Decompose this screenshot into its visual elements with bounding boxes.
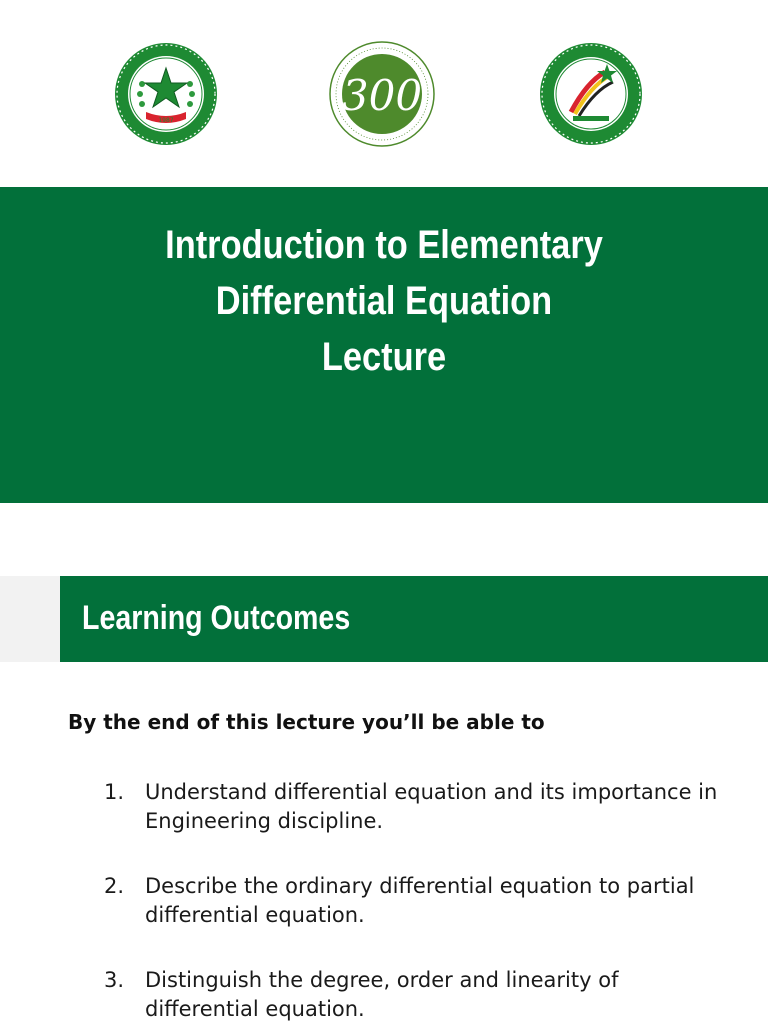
section-side-strip (0, 576, 60, 662)
outcome-text: Understand differential equation and its importance in Engineering discipline. (145, 780, 718, 833)
300-anniversary-seal-icon (326, 40, 438, 148)
seal-year-text: 1987 (158, 117, 174, 124)
section-title: Learning Outcomes (82, 599, 351, 637)
outcome-text: Describe the ordinary differential equation to partial differential equation. (145, 874, 695, 927)
university-seal-icon (112, 42, 220, 146)
outcome-text: Distinguish the degree, order and linearity of differential equation. (145, 968, 619, 1021)
section-header (60, 576, 768, 662)
college-seal-icon (539, 42, 643, 146)
lecture-title (54, 217, 714, 385)
list-item (104, 778, 724, 836)
outcomes-intro: By the end of this lecture you’ll be able to (68, 710, 545, 734)
outcome-number: 1. (104, 780, 125, 804)
title-line: Differential Equation (215, 279, 553, 323)
outcome-number: 2. (104, 874, 125, 898)
title-line: Introduction to Elementary (165, 223, 603, 267)
list-item (104, 872, 724, 930)
logo-row (0, 40, 768, 150)
anniversary-number-text: 300 (341, 71, 423, 120)
outcomes-list (104, 778, 724, 1024)
title-line: Lecture (321, 335, 447, 379)
title-band (0, 187, 768, 503)
outcome-number: 3. (104, 968, 125, 992)
list-item (104, 966, 724, 1024)
